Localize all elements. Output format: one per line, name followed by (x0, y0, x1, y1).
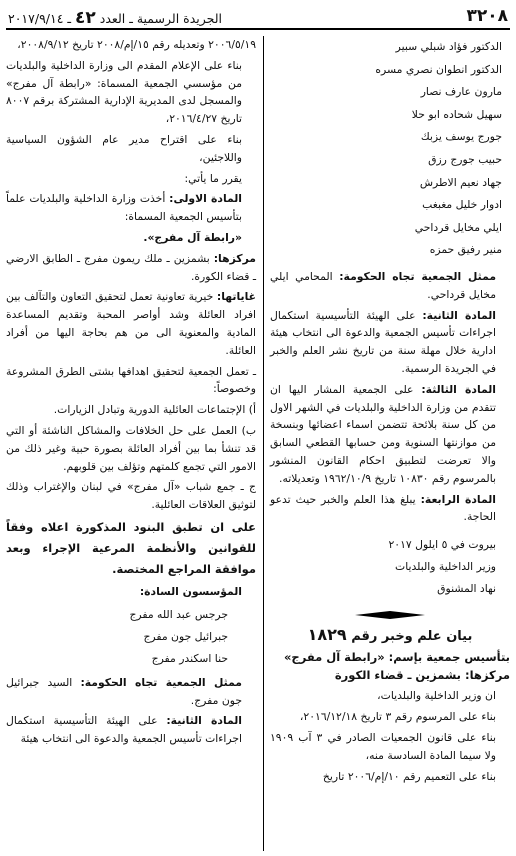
means-c: ج ـ جمع شباب «آل مفرج» في لبنان والإغتراب وذلك لتوثيق العلاقات العائلية. (6, 480, 256, 512)
left-column (6, 36, 256, 751)
announcement-number: ١٨٢٩ (307, 625, 347, 645)
founders-label: المؤسسون السادة: (139, 584, 242, 598)
basis-5: بناء على اقتراح مدير عام الشؤون السياسية واللاجئين، (6, 132, 242, 164)
founder-name: جهاد نعيم الاطرش (419, 175, 502, 189)
association-seat (6, 250, 256, 286)
sign-place-date: بيروت في ٥ ايلول ٢٠١٧ (388, 538, 496, 552)
page-header (6, 6, 510, 30)
article-2-label-left: المادة الثانية: (166, 714, 242, 728)
article-2 (270, 307, 510, 378)
gazette-title: الجريدة الرسمية ـ العدد (99, 11, 222, 26)
right-column (270, 36, 510, 788)
announcement-subject: بتأسيس جمعية بإسم: «رابطة آل مفرج» (283, 649, 510, 664)
column-divider (263, 36, 264, 851)
decides-line: يقرر ما يأتي: (184, 171, 242, 185)
association-name: «رابطة آل مفرج». (143, 230, 242, 244)
government-representative-left (6, 674, 256, 710)
article-2-text-left: على الهيئة التأسيسية استكمال اجراءات تأسيس الجمعية والدعوة الى انتخاب هيئة (6, 714, 242, 746)
article-1 (6, 190, 256, 226)
basis-1: بناء على المرسوم رقم ٣ تاريخ ٢٠١٦/١٢/١٨، (299, 710, 496, 724)
article-3 (270, 381, 510, 488)
issue-number: ٤٢ (75, 8, 96, 28)
gazette-header-title: الجريدة الرسمية ـ العدد ٤٢ ـ ٢٠١٧/٩/١٤ (8, 8, 222, 28)
article-2-text: على الهيئة التأسيسية استكمال اجراءات تأسيس الجمعية والدعوة الى انتخاب هيئة ادارية خلال مهلة سنة من تاريخ نشر العلم والخبر في الجريدة الرسمية. (270, 308, 496, 375)
rep-label-left: ممثل الجمعية تجاه الحكومة: (80, 675, 242, 689)
means-a: أ) الإجتماعات العائلية الدورية وتبادل الزيارات. (53, 403, 256, 417)
article-3-text: على الجمعية المشار اليها ان تتقدم من وزارة الداخلية والبلديات في الشهر الاول من كل سنة بلائحة تتضمن اسماء اعضائها وبنسخة من موازنتها السنوية ومن حسابها القطعي السابق والا تعرضت لتطبيق احكام القانون المنشور بالمرسوم رقم ١٠٨٣٠ تاريخ ١٩٦٢/١٠/٩ وتعديلاته. (270, 382, 496, 485)
founder-name: الدكتور انطوان نصري مسره (375, 62, 502, 76)
founder-name: منير رفيق حمزه (429, 243, 502, 257)
founder-name: الدكتور فؤاد شبلي سبير (395, 40, 502, 53)
article-4-label: المادة الرابعة: (420, 492, 496, 506)
continued-text: ٢٠٠٦/٥/١٩ وتعديله رقم ١٥/إم/٢٠٠٨ تاريخ ٢٠٠٨/٩/١٢، (17, 38, 256, 51)
sign-name: نهاد المشنوق (437, 582, 496, 596)
founder-name: ايلي مخايل قرداحي (414, 220, 502, 234)
government-representative (270, 268, 510, 304)
founder-name: ادوار خليل مغبغب (422, 198, 502, 212)
page-number: ٣٢٠٨ (466, 6, 508, 26)
announcement-prefix: بيان علم وخبر رقم (351, 629, 473, 645)
issue-date: ٢٠١٧/٩/١٤ (8, 11, 64, 26)
founders-list-right (270, 36, 510, 262)
basis-3: بناء على التعميم رقم ١٠/إم/٢٠٠٦ تاريخ (322, 769, 496, 783)
basis-2: بناء على قانون الجمعيات الصادر في ٣ آب ١٩٠٩ ولا سيما المادة السادسة منه، (270, 731, 497, 762)
article-1-text: أخذت وزارة الداخلية والبلديات علماً بتأسيس الجمعية المسماة: (6, 192, 242, 224)
founder-name: جرجس عبد الله مفرج (129, 607, 228, 621)
announcement-title (270, 626, 510, 646)
announcement-seat: مركزها: بشمزين ـ قضاء الكورة (334, 667, 510, 682)
founder-name: سهيل شحاده ابو حلا (411, 107, 502, 121)
rep-value-left: السيد جبرائيل جون مفرج. (6, 675, 242, 707)
founder-name: حبيب جورج رزق (428, 152, 502, 166)
goals-label: غاياتها: (216, 290, 256, 304)
minister-line: ان وزير الداخلية والبلديات، (377, 689, 496, 703)
conditions-clause: على ان تطبق البنود المذكورة اعلاه وفقاً للقوانين والأنظمة المرعية الإجراء وبعد موافقة المراجع المختصة. (6, 519, 256, 576)
founder-name: جورج يوسف يزبك (420, 130, 502, 144)
goals-text: خيرية تعاونية تعمل لتحقيق التعاون والتآلف بين افراد العائلة وشد أواصر المحبة وتقديم المساعدة المادية والمعنوية الى من هم بحاجة اليها من أفراد العائلة. (6, 290, 256, 357)
seat-text: بشمزين ـ ملك ريمون مفرج ـ الطابق الارضي ـ قضاء الكورة. (6, 251, 256, 283)
rep-label: ممثل الجمعية تجاه الحكومة: (339, 269, 497, 283)
rep-value: المحامي ايلي مخايل قرداحي. (270, 269, 496, 301)
founders-list-left (6, 604, 256, 670)
article-2-left (6, 712, 256, 748)
sign-title: وزير الداخلية والبلديات (395, 560, 496, 574)
means-intro: ـ تعمل الجمعية لتحقيق اهدافها بشتى الطرق المشروعة وخصوصاً: (6, 364, 256, 396)
founder-name: حنا اسكندر مفرج (151, 651, 228, 665)
association-goals (6, 288, 256, 359)
signature-block (270, 534, 510, 600)
article-4 (270, 491, 510, 527)
article-1-label: المادة الاولى: (169, 192, 242, 206)
founder-name: مارون عارف نصار (420, 85, 502, 99)
founder-name: جبرائيل جون مفرج (143, 629, 228, 643)
article-4-text: يبلغ هذا العلم والخبر حيث تدعو الحاجة. (270, 492, 496, 524)
article-2-label: المادة الثانية: (422, 308, 496, 322)
article-3-label: المادة الثالثة: (421, 382, 497, 396)
section-separator (270, 610, 510, 620)
seat-label: مركزها: (213, 251, 256, 265)
means-b: ب) العمل على حل الخلافات والمشاكل الناشئة أو التي قد تنشأ بما بين أفراد العائلة بصورة حبية وغير ذلك من الامور التي تجمع كلمتهم وتؤلف بين قلوبهم. (6, 423, 256, 473)
basis-4: بناء على الإعلام المقدم الى وزارة الداخلية والبلديات من مؤسسي الجمعية المسماة: «رابطة آل مفرج» والمسجل لدى المديرية الإدارية المشتركة برقم ٨٠٠٧ تاريخ ٢٠١٦/٤/٢٧، (6, 58, 242, 126)
